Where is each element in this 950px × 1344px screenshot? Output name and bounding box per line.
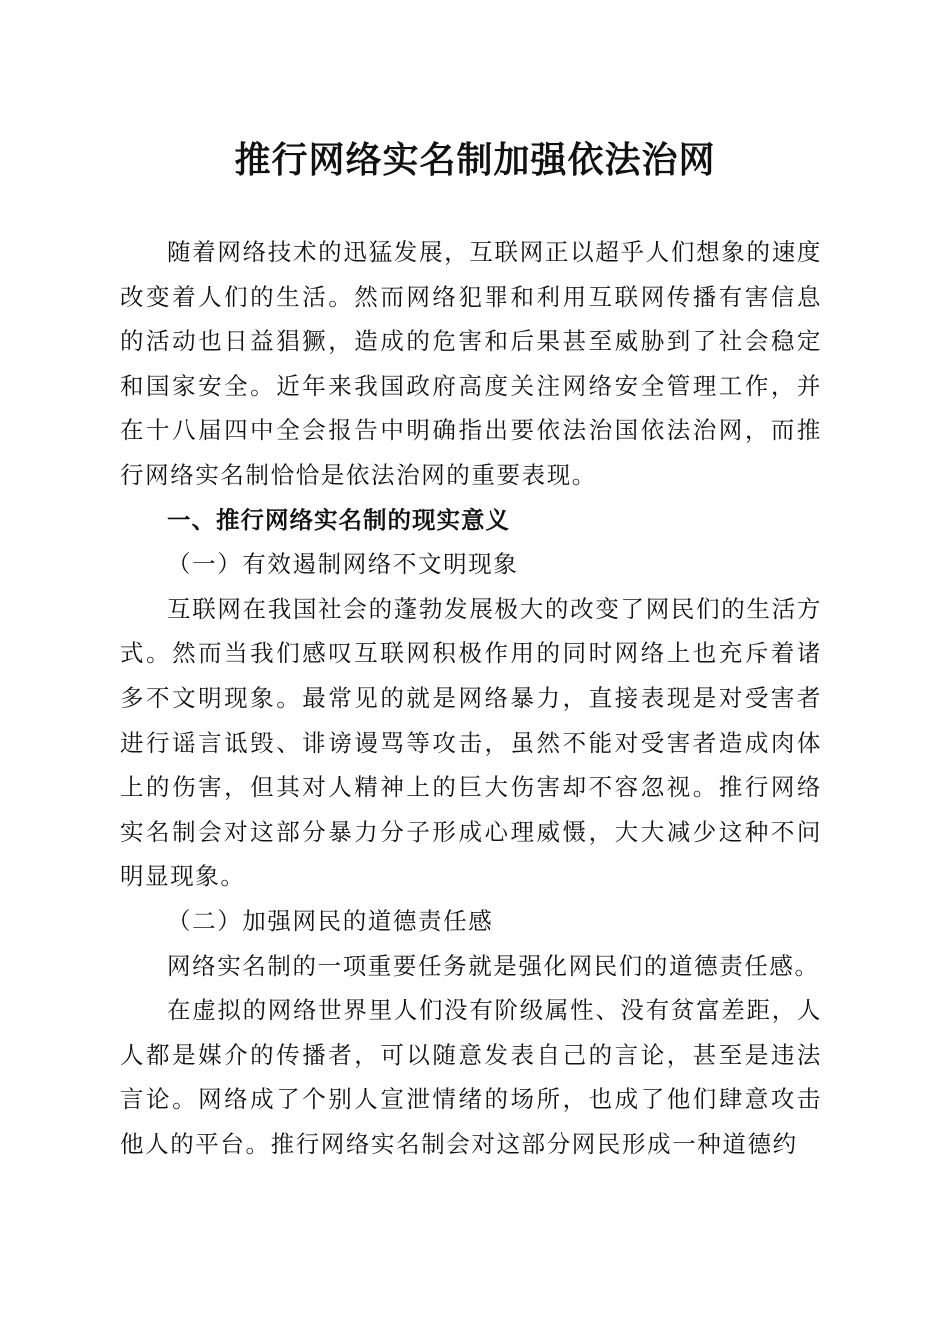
document-body [120, 230, 822, 1166]
subsection-2-paragraph-1: 网络实名制的一项重要任务就是强化网民们的道德责任感。 [167, 951, 820, 980]
subsection-heading-2: （二）加强网民的道德责任感 [167, 906, 494, 935]
subsection-2-paragraph-2: 在虚拟的网络世界里人们没有阶级属性、没有贫富差距，人人都是媒介的传播者，可以随意发表自己的言论，甚至是违法言论。网络成了个别人宣泄情绪的场所，也成了他们肆意攻击他人的平台。推行网络实名制会对这部分网民形成一种道德约 [120, 996, 822, 1158]
subsection-1-paragraph: 互联网在我国社会的蓬勃发展极大的改变了网民们的生活方式。然而当我们感叹互联网积极作用的同时网络上也充斥着诸多不文明现象。最常见的就是网络暴力，直接表现是对受害者进行谣言诋毁、诽谤谩骂等攻击，虽然不能对受害者造成肉体上的伤害，但其对人精神上的巨大伤害却不容忽视。推行网络实名制会对这部分暴力分子形成心理威慑，大大减少这种不问明显现象。 [120, 594, 822, 891]
document-title: 推行网络实名制加强依法治网 [234, 139, 716, 181]
subsection-heading-1: （一）有效遏制网络不文明现象 [167, 550, 519, 579]
intro-paragraph: 随着网络技术的迅猛发展，互联网正以超乎人们想象的速度改变着人们的生活。然而网络犯罪和利用互联网传播有害信息的活动也日益猖獗，造成的危害和后果甚至威胁到了社会稳定和国家安全。近年来我国政府高度关注网络安全管理工作，并在十八届四中全会报告中明确指出要依法治国依法治网，而推行网络实名制恰恰是依法治网的重要表现。 [120, 238, 822, 489]
section-heading: 一、推行网络实名制的现实意义 [167, 505, 510, 534]
